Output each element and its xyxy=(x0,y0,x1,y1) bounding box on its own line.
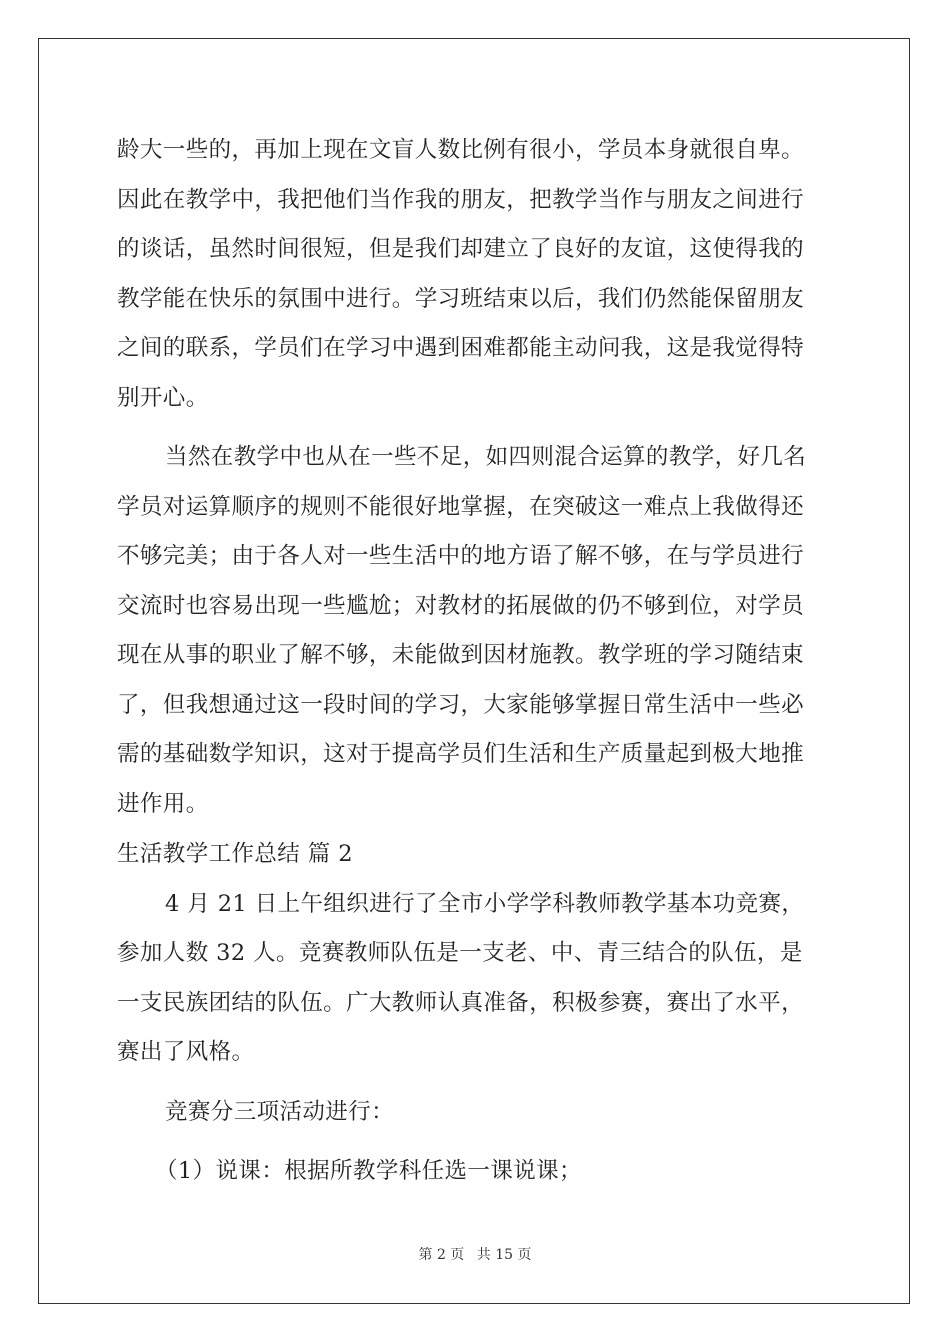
text-line: 需的基础数学知识，这对于提高学员们生活和生产质量起到极大地推 xyxy=(117,741,805,767)
section-heading: 生活教学工作总结 篇 2 xyxy=(117,841,353,867)
text-line: 进作用。 xyxy=(117,790,209,817)
text-line: 学员对运算顺序的规则不能很好地掌握，在突破这一难点上我做得还 xyxy=(117,493,805,520)
text-line: 别开心。 xyxy=(117,384,209,411)
text-line: 了，但我想通过这一段时间的学习，大家能够掌握日常生活中一些必 xyxy=(117,691,805,718)
text-line: 之间的联系，学员们在学习中遇到困难都能主动问我，这是我觉得特 xyxy=(117,335,805,361)
text-line: 4 月 21 日上午组织进行了全市小学学科教师教学基本功竞赛， xyxy=(165,890,805,917)
text-line: 交流时也容易出现一些尴尬；对教材的拓展做的仍不够到位，对学员 xyxy=(117,592,805,619)
text-line: 教学能在快乐的氛围中进行。学习班结束以后，我们仍然能保留朋友 xyxy=(117,285,805,312)
text-line: 龄大一些的，再加上现在文盲人数比例有很小，学员本身就很自卑。 xyxy=(117,137,805,163)
page-footer xyxy=(0,1244,950,1264)
text-line: 竞赛分三项活动进行： xyxy=(165,1098,395,1125)
text-line: 因此在教学中，我把他们当作我的朋友，把教学当作与朋友之间进行 xyxy=(117,186,805,213)
list-item: （1）说课：根据所教学科任选一课说课； xyxy=(155,1158,582,1184)
text-line: 不够完美；由于各人对一些生活中的地方语了解不够，在与学员进行 xyxy=(117,543,805,569)
text-line: 的谈话，虽然时间很短，但是我们却建立了良好的友谊，这使得我的 xyxy=(117,236,805,262)
text-line: 当然在教学中也从在一些不足，如四则混合运算的教学，好几名 xyxy=(165,444,807,470)
page-number: 第 2 页 xyxy=(418,1247,465,1263)
text-line: 赛出了风格。 xyxy=(117,1039,255,1065)
page-total: 共 15 页 xyxy=(476,1247,532,1263)
text-line: 参加人数 32 人。竞赛教师队伍是一支老、中、青三结合的队伍，是 xyxy=(117,940,803,966)
text-line: 一支民族团结的队伍。广大教师认真准备，积极参赛，赛出了水平， xyxy=(117,989,805,1016)
document-body xyxy=(117,126,839,1197)
text-line: 现在从事的职业了解不够，未能做到因材施教。教学班的学习随结束 xyxy=(117,642,805,668)
